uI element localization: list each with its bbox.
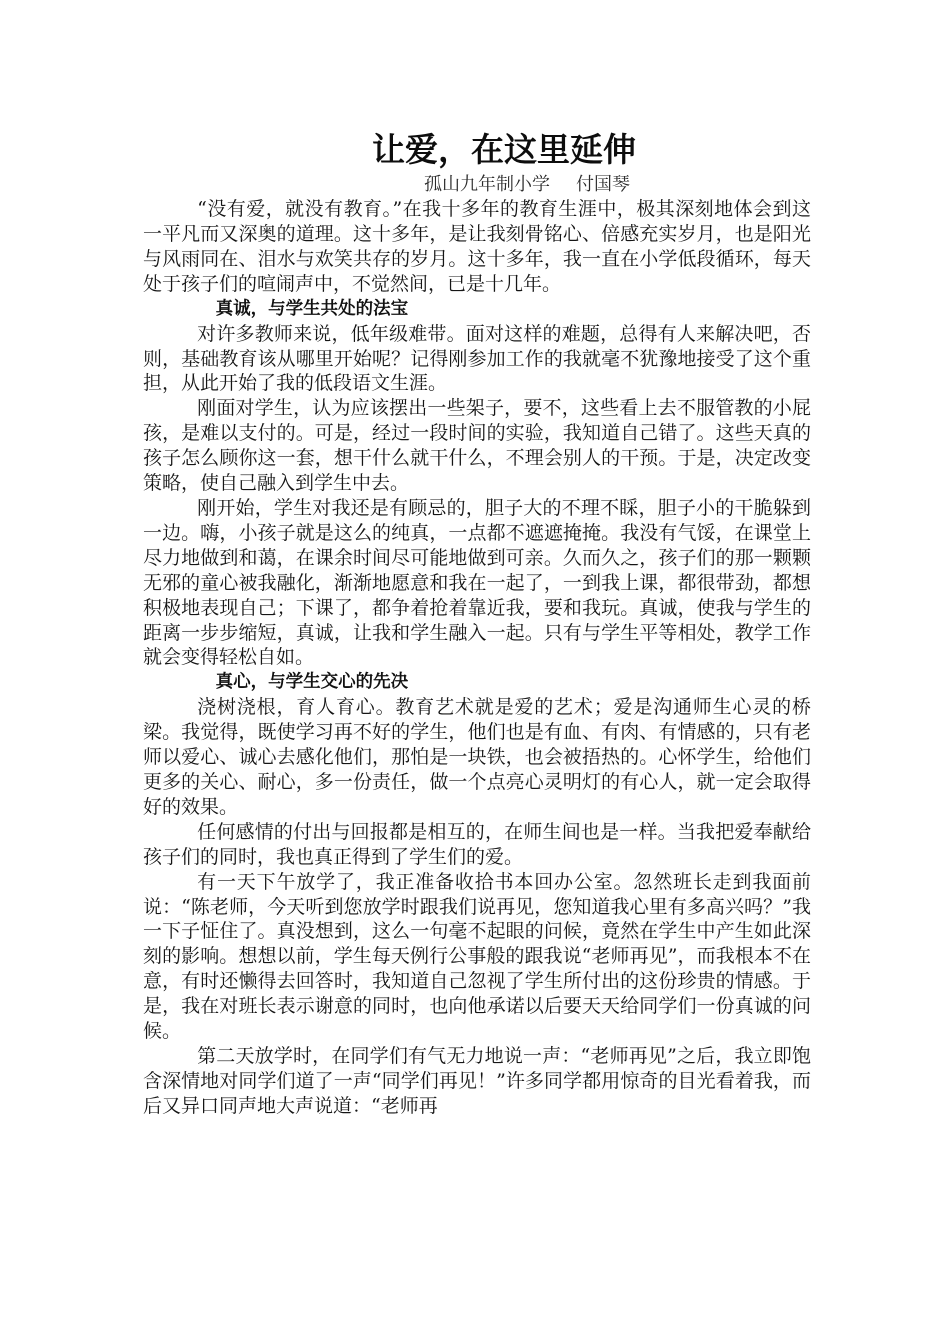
section-heading: 真诚，与学生共处的法宝 xyxy=(215,298,409,319)
section-heading: 真心，与学生交心的先决 xyxy=(215,672,409,693)
document-title: 让爱，在这里延伸 xyxy=(372,130,636,169)
paragraph: 对许多教师来说，低年级难带。面对这样的难题，总得有人来解决吧，否则，基础教育该从哪里开始呢？记得刚参加工作的我就毫不犹豫地接受了这个重担，从此开始了我的低段语文生涯。 xyxy=(143,322,811,395)
document-body xyxy=(143,128,811,1119)
school-name: 孤山九年制小学 xyxy=(424,174,550,195)
paragraph: “没有爱，就没有教育。”在我十多年的教育生涯中，极其深刻地体会到这一平凡而又深奥的道理。这十多年，是让我刻骨铭心、倍感充实岁月，也是阳光与风雨同在、泪水与欢笑共存的岁月。这十多年，我一直在小学低段循环，每天处于孩子们的喧闹声中，不觉然间，已是十几年。 xyxy=(143,198,811,295)
paragraph: 刚面对学生，认为应该摆出一些架子，要不，这些看上去不服管教的小屁孩，是难以支付的。可是，经过一段时间的实验，我知道自己错了。这些天真的孩子怎么顾你这一套，想干什么就干什么，不理会别人的干预。于是，决定改变策略，使自己融入到学生中去。 xyxy=(143,397,811,495)
author-line xyxy=(143,172,811,197)
paragraph: 任何感情的付出与回报都是相互的，在师生间也是一样。当我把爱奉献给孩子们的同时，我也真正得到了学生们的爱。 xyxy=(143,820,811,868)
paragraph: 刚开始，学生对我还是有顾忌的，胆子大的不理不睬，胆子小的干脆躲到一边。嗨，小孩子就是这么的纯真，一点都不遮遮掩掩。我没有气馁，在课堂上尽力地做到和蔼，在课余时间尽可能地做到可亲。久而久之，孩子们的那一颗颗无邪的童心被我融化，渐渐地愿意和我在一起了，一到我上课，都很带劲，都想积极地表现自己；下课了，都争着抢着靠近我，要和我玩。真诚，使我与学生的距离一步步缩短，真诚，让我和学生融入一起。只有与学生平等相处，教学工作就会变得轻松自如。 xyxy=(143,496,811,669)
author-name: 付国琴 xyxy=(576,174,630,195)
paragraph: 浇树浇根，育人育心。教育艺术就是爱的艺术；爱是沟通师生心灵的桥梁。我觉得，既使学习再不好的学生，他们也是有血、有肉、有情感的，只有老师以爱心、诚心去感化他们，那怕是一块铁，也会被捂热的。心怀学生，给他们更多的关心、耐心，多一份责任，做一个点亮心灵明灯的有心人，就一定会取得好的效果。 xyxy=(143,696,811,818)
paragraph: 有一天下午放学了，我正准备收拾书本回办公室。忽然班长走到我面前说：“陈老师，今天听到您放学时跟我们说再见，您知道我心里有多高兴吗？”我一下子怔住了。真没想到，这么一句毫不起眼的问候，竟然在学生中产生如此深刻的影响。想想以前，学生每天例行公事般的跟我说“老师再见”，而我根本不在意，有时还懒得去回答时，我知道自己忽视了学生所付出的这份珍贵的情感。于是，我在对班长表示谢意的同时，也向他承诺以后要天天给同学们一份真诚的问候。 xyxy=(143,870,811,1043)
paragraph: 第二天放学时，在同学们有气无力地说一声：“老师再见”之后，我立即饱含深情地对同学们道了一声“同学们再见！”许多同学都用惊奇的目光看着我，而后又异口同声地大声说道：“老师再 xyxy=(143,1045,811,1117)
